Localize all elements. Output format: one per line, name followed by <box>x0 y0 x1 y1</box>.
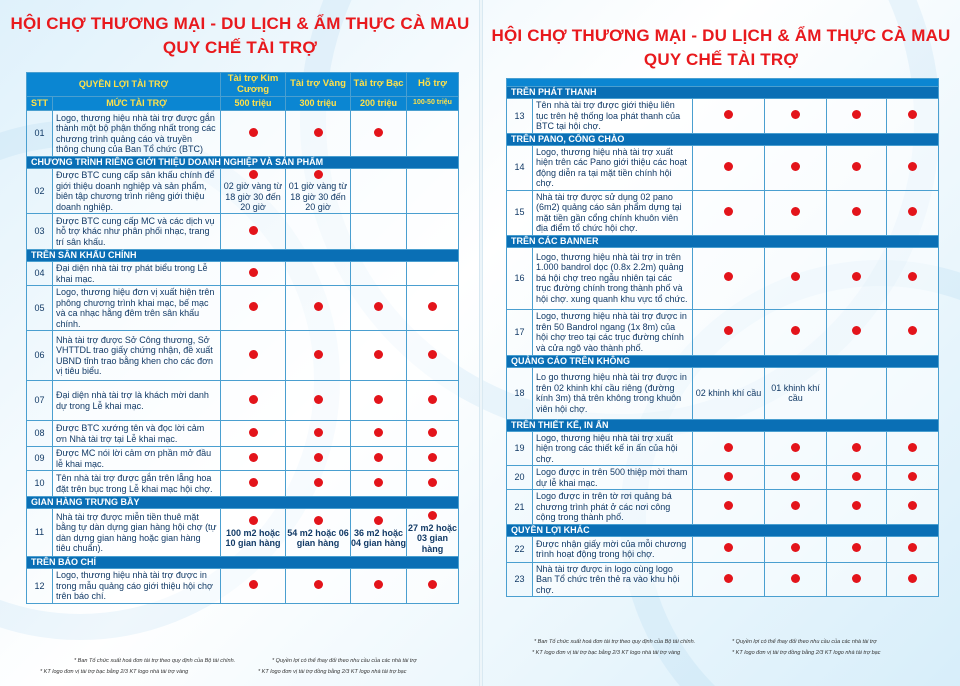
benefit-detail: 100 m2 hoặc 10 gian hàng <box>225 527 281 549</box>
benefit-detail: 36 m2 hoặc 04 gian hàng <box>351 527 407 549</box>
included-dot-icon <box>791 162 800 171</box>
row-description: Đại diện nhà tài trợ phát biểu trong Lễ khai mạc. <box>53 262 221 286</box>
table-row <box>27 262 459 286</box>
included-dot-icon <box>852 543 861 552</box>
header-col-diamond: Tài trợ Kim Cương <box>221 73 286 97</box>
row-number: 10 <box>27 471 53 497</box>
row-description: Logo được in trên 500 thiệp mời tham dự lễ khai mạc. <box>533 466 693 490</box>
benefit-cell <box>286 471 351 497</box>
benefit-cell <box>887 309 939 355</box>
benefit-cell <box>827 536 887 562</box>
included-dot-icon <box>908 207 917 216</box>
row-number: 11 <box>27 509 53 557</box>
benefit-cell <box>351 471 407 497</box>
benefit-cell <box>286 214 351 250</box>
included-dot-icon <box>724 501 733 510</box>
row-number: 17 <box>507 309 533 355</box>
table-row <box>507 309 939 355</box>
row-description: Nhà tài trợ được Sở Công thương, Sở VHTTDL trao giấy chứng nhận, đề xuất UBND tỉnh trao bằng khen cho các đơn vị tiêu biểu. <box>53 331 221 381</box>
included-dot-icon <box>314 302 323 311</box>
benefit-cell <box>351 262 407 286</box>
benefit-cell <box>693 99 765 134</box>
row-description: Logo, thương hiệu đơn vị xuất hiện trên phông chương trình khai mạc, bế mạc và ca nhạc hằng đêm trên sân khấu chính. <box>53 286 221 331</box>
footnote: * Ban Tổ chức xuất hoá đơn tài trợ theo quy định của Bộ tài chính. <box>74 658 236 664</box>
included-dot-icon <box>724 162 733 171</box>
row-description: Được MC nói lời cảm ơn phần mở đầu lễ khai mạc. <box>53 447 221 471</box>
benefit-cell <box>351 569 407 604</box>
included-dot-icon <box>428 453 437 462</box>
benefit-cell <box>887 536 939 562</box>
included-dot-icon <box>314 428 323 437</box>
benefit-detail: 54 m2 hoặc 06 gian hàng <box>287 527 349 549</box>
row-description: Nhà tài trợ được sử dụng 02 pano (6m2) quảng cáo sản phẩm dựng tại mặt tiền gần cổng chính khuôn viên địa điểm tổ chức hội chợ. <box>533 190 693 235</box>
benefit-cell <box>221 286 286 331</box>
included-dot-icon <box>428 511 437 520</box>
row-description: Lo go thương hiệu nhà tài trợ được in trên 02 khinh khí cầu riêng (đường kính 3m) thả trên không trong khuôn viên hội chợ. <box>533 367 693 419</box>
benefit-cell <box>351 111 407 157</box>
section-title: QUYỀN LỢI KHÁC <box>507 524 939 536</box>
included-dot-icon <box>374 478 383 487</box>
benefit-cell <box>407 421 459 447</box>
included-dot-icon <box>908 574 917 583</box>
benefit-cell <box>827 466 887 490</box>
table-row <box>27 169 459 214</box>
included-dot-icon <box>374 580 383 589</box>
footnote: * KT logo đơn vị tài trợ đồng bằng 2/3 KT logo nhà tài trợ bạc <box>258 669 407 675</box>
included-dot-icon <box>428 302 437 311</box>
included-dot-icon <box>791 443 800 452</box>
benefit-cell <box>693 562 765 597</box>
benefit-cell <box>351 381 407 421</box>
benefit-cell <box>286 111 351 157</box>
table-row <box>507 247 939 309</box>
section-header <box>27 157 459 169</box>
header-col-silver: Tài trợ Bạc <box>351 73 407 97</box>
benefit-cell <box>221 569 286 604</box>
included-dot-icon <box>249 395 258 404</box>
benefit-cell <box>765 466 827 490</box>
benefit-cell <box>351 169 407 214</box>
row-description: Tên nhà tài trợ được gắn trên lẵng hoa đặt trên bục trong Lễ khai mạc hội chợ. <box>53 471 221 497</box>
benefit-cell <box>351 214 407 250</box>
page-title: HỘI CHỢ THƯƠNG MẠI - DU LỊCH & ẨM THỰC CÀ MAU <box>10 14 470 33</box>
included-dot-icon <box>908 472 917 481</box>
included-dot-icon <box>852 326 861 335</box>
included-dot-icon <box>428 350 437 359</box>
benefit-cell <box>887 367 939 419</box>
benefit-cell <box>765 247 827 309</box>
table-row <box>507 431 939 466</box>
section-title: QUẢNG CÁO TRÊN KHÔNG <box>507 355 939 367</box>
table-row <box>27 447 459 471</box>
footnote: * KT logo đơn vị tài trợ bạc bằng 2/3 KT logo nhà tài trợ vàng <box>532 650 681 656</box>
benefit-cell <box>887 431 939 466</box>
sponsorship-table-right <box>506 78 939 597</box>
table-row <box>27 286 459 331</box>
benefit-cell <box>887 190 939 235</box>
benefit-cell <box>827 247 887 309</box>
benefit-cell <box>286 331 351 381</box>
included-dot-icon <box>249 478 258 487</box>
page-title: HỘI CHỢ THƯƠNG MẠI - DU LỊCH & ẨM THỰC CÀ MAU <box>491 26 951 45</box>
benefit-cell <box>221 169 286 214</box>
included-dot-icon <box>791 110 800 119</box>
section-header <box>27 497 459 509</box>
benefit-cell <box>407 381 459 421</box>
benefit-cell <box>221 421 286 447</box>
benefit-cell <box>407 286 459 331</box>
row-number: 23 <box>507 562 533 597</box>
included-dot-icon <box>724 472 733 481</box>
included-dot-icon <box>314 580 323 589</box>
benefit-cell <box>286 447 351 471</box>
benefit-cell <box>351 447 407 471</box>
footnote: * KT logo đơn vị tài trợ bạc bằng 2/3 KT logo nhà tài trợ vàng <box>40 669 189 675</box>
benefit-cell <box>765 99 827 134</box>
row-number: 18 <box>507 367 533 419</box>
included-dot-icon <box>374 428 383 437</box>
benefit-cell <box>827 145 887 190</box>
included-dot-icon <box>852 443 861 452</box>
benefit-cell <box>765 490 827 525</box>
benefit-cell <box>221 262 286 286</box>
benefit-cell <box>351 331 407 381</box>
included-dot-icon <box>724 574 733 583</box>
benefit-cell <box>286 569 351 604</box>
included-dot-icon <box>724 326 733 335</box>
table-row <box>27 471 459 497</box>
included-dot-icon <box>249 580 258 589</box>
footnote: * Quyền lợi có thể thay đổi theo nhu cầu của các nhà tài trợ <box>272 658 417 664</box>
included-dot-icon <box>791 501 800 510</box>
benefit-cell <box>351 286 407 331</box>
row-description: Tên nhà tài trợ được giới thiệu liên tục trên hệ thống loa phát thanh của BTC tại hội chợ. <box>533 99 693 134</box>
benefit-cell <box>827 190 887 235</box>
table-row <box>27 381 459 421</box>
included-dot-icon <box>249 170 258 179</box>
amount-diamond: 500 triệu <box>221 97 286 111</box>
section-header <box>507 87 939 99</box>
included-dot-icon <box>724 272 733 281</box>
section-title: TRÊN PHÁT THANH <box>507 87 939 99</box>
included-dot-icon <box>249 268 258 277</box>
benefit-cell <box>765 190 827 235</box>
row-description: Được nhận giấy mời của mỗi chương trình hoạt động trong hội chợ. <box>533 536 693 562</box>
header-stt: STT <box>27 97 53 111</box>
table-row <box>507 145 939 190</box>
included-dot-icon <box>249 453 258 462</box>
row-description: Logo, thương hiệu nhà tài trợ xuất hiện trong các thiết kế in ấn của hội chợ. <box>533 431 693 466</box>
row-description: Được BTC cung cấp sân khấu chính để giới thiệu doanh nghiệp và sản phẩm, biên tập chương trình riêng giới thiệu doanh nghiệp. <box>53 169 221 214</box>
table-row <box>507 536 939 562</box>
table-row <box>27 331 459 381</box>
included-dot-icon <box>374 516 383 525</box>
right-page <box>482 0 960 686</box>
benefit-detail: 01 giờ vàng từ 18 giờ 30 đến 20 giờ <box>288 181 348 212</box>
included-dot-icon <box>249 226 258 235</box>
sponsorship-table-left <box>26 72 459 604</box>
row-number: 06 <box>27 331 53 381</box>
row-number: 20 <box>507 466 533 490</box>
benefit-cell <box>827 309 887 355</box>
benefit-cell <box>407 471 459 497</box>
benefit-cell <box>887 490 939 525</box>
benefit-cell <box>765 562 827 597</box>
included-dot-icon <box>852 272 861 281</box>
header-col-gold: Tài trợ Vàng <box>286 73 351 97</box>
included-dot-icon <box>791 272 800 281</box>
row-number: 12 <box>27 569 53 604</box>
included-dot-icon <box>724 110 733 119</box>
section-title: TRÊN BÁO CHÍ <box>27 557 459 569</box>
included-dot-icon <box>908 110 917 119</box>
section-title: CHƯƠNG TRÌNH RIÊNG GIỚI THIỆU DOANH NGHIỆP VÀ SẢN PHẨM <box>27 157 459 169</box>
included-dot-icon <box>791 326 800 335</box>
row-description: Logo, thương hiệu nhà tài trợ được in trên 50 Bandrol ngang (1x 8m) của hội chợ treo tại các trục đường chính và cửa ngõ vào thành phố. <box>533 309 693 355</box>
benefit-cell <box>887 247 939 309</box>
row-number: 04 <box>27 262 53 286</box>
benefit-cell <box>407 111 459 157</box>
page-subtitle: QUY CHẾ TÀI TRỢ <box>643 50 799 69</box>
benefit-cell <box>887 466 939 490</box>
benefit-detail: 02 giờ vàng từ 18 giờ 30 đến 20 giờ <box>223 181 283 212</box>
benefit-cell <box>827 367 887 419</box>
included-dot-icon <box>314 478 323 487</box>
included-dot-icon <box>374 453 383 462</box>
included-dot-icon <box>908 543 917 552</box>
table-row <box>507 490 939 525</box>
included-dot-icon <box>428 580 437 589</box>
included-dot-icon <box>724 543 733 552</box>
benefit-cell <box>407 214 459 250</box>
benefit-cell <box>286 509 351 557</box>
benefit-cell <box>407 569 459 604</box>
benefit-cell <box>827 490 887 525</box>
included-dot-icon <box>249 302 258 311</box>
amount-silver: 200 triệu <box>351 97 407 111</box>
row-number: 03 <box>27 214 53 250</box>
included-dot-icon <box>314 516 323 525</box>
benefit-cell <box>221 331 286 381</box>
benefit-cell <box>693 190 765 235</box>
benefit-cell <box>693 247 765 309</box>
row-number: 01 <box>27 111 53 157</box>
row-number: 07 <box>27 381 53 421</box>
included-dot-icon <box>314 453 323 462</box>
included-dot-icon <box>428 395 437 404</box>
section-header <box>27 557 459 569</box>
row-description: Được BTC cung cấp MC và các dịch vụ hỗ trợ khác như phân phối nhạc, trang trí sân khấu. <box>53 214 221 250</box>
table-row <box>27 569 459 604</box>
row-description: Được BTC xướng tên và đọc lời cảm ơn Nhà tài trợ tại Lễ khai mạc. <box>53 421 221 447</box>
benefit-cell <box>221 111 286 157</box>
table-row <box>507 190 939 235</box>
benefit-cell <box>221 447 286 471</box>
included-dot-icon <box>249 128 258 137</box>
included-dot-icon <box>908 162 917 171</box>
row-description: Nhà tài trợ được in logo cùng logo Ban Tổ chức trên thẻ ra vào khu hội chợ. <box>533 562 693 597</box>
included-dot-icon <box>724 207 733 216</box>
footnote: * KT logo đơn vị tài trợ đồng bằng 2/3 KT logo nhà tài trợ bạc <box>732 650 881 656</box>
amount-support: 100-50 triệu <box>407 97 459 111</box>
row-number: 05 <box>27 286 53 331</box>
row-number: 14 <box>507 145 533 190</box>
section-header <box>507 524 939 536</box>
included-dot-icon <box>249 516 258 525</box>
table-row <box>27 214 459 250</box>
benefit-cell <box>693 431 765 466</box>
row-number: 16 <box>507 247 533 309</box>
included-dot-icon <box>852 501 861 510</box>
included-dot-icon <box>374 350 383 359</box>
row-description: Logo, thương hiệu nhà tài trợ được gắn thành một bộ phận thống nhất trong các chương trình quảng cáo và truyền thông chung của Ban Tổ chức (BTC) <box>53 111 221 157</box>
benefit-cell <box>286 286 351 331</box>
benefit-detail: 01 khinh khí cầu <box>771 382 820 403</box>
row-number: 15 <box>507 190 533 235</box>
section-title: TRÊN SÂN KHẤU CHÍNH <box>27 250 459 262</box>
table-row <box>507 367 939 419</box>
section-title: TRÊN CÁC BANNER <box>507 235 939 247</box>
row-number: 22 <box>507 536 533 562</box>
benefit-cell <box>407 509 459 557</box>
section-title: GIAN HÀNG TRƯNG BẦY <box>27 497 459 509</box>
section-header <box>507 235 939 247</box>
footnote: * Quyền lợi có thể thay đổi theo nhu cầu của các nhà tài trợ <box>732 639 877 645</box>
included-dot-icon <box>249 350 258 359</box>
row-number: 02 <box>27 169 53 214</box>
header-benefits: QUYỀN LỢI TÀI TRỢ <box>27 73 221 97</box>
header-col-support: Hỗ trợ <box>407 73 459 97</box>
table-row <box>27 509 459 557</box>
table-row <box>27 111 459 157</box>
benefit-cell <box>221 509 286 557</box>
included-dot-icon <box>314 170 323 179</box>
included-dot-icon <box>374 128 383 137</box>
footnote: * Ban Tổ chức xuất hoá đơn tài trợ theo quy định của Bộ tài chính. <box>534 639 696 645</box>
row-number: 09 <box>27 447 53 471</box>
benefit-cell <box>887 99 939 134</box>
included-dot-icon <box>908 326 917 335</box>
row-description: Nhà tài trợ được miễn tiền thuê mặt bằng tự dàn dựng gian hàng hội chợ (tự dàn dựng gian hàng hoặc gian hàng tiêu chuẩn). <box>53 509 221 557</box>
included-dot-icon <box>428 478 437 487</box>
included-dot-icon <box>908 272 917 281</box>
included-dot-icon <box>249 428 258 437</box>
included-dot-icon <box>908 443 917 452</box>
table-row <box>507 466 939 490</box>
row-number: 08 <box>27 421 53 447</box>
benefit-cell <box>221 471 286 497</box>
benefit-cell <box>765 536 827 562</box>
included-dot-icon <box>374 302 383 311</box>
included-dot-icon <box>852 574 861 583</box>
benefit-cell <box>221 381 286 421</box>
included-dot-icon <box>852 207 861 216</box>
section-title: TRÊN PANO, CỔNG CHÀO <box>507 133 939 145</box>
section-header <box>507 355 939 367</box>
section-header <box>507 133 939 145</box>
table-row <box>27 421 459 447</box>
included-dot-icon <box>724 443 733 452</box>
benefit-cell <box>693 367 765 419</box>
benefit-cell <box>351 421 407 447</box>
benefit-cell <box>693 145 765 190</box>
amount-gold: 300 triệu <box>286 97 351 111</box>
row-number: 13 <box>507 99 533 134</box>
included-dot-icon <box>314 395 323 404</box>
included-dot-icon <box>852 110 861 119</box>
section-header <box>507 419 939 431</box>
benefit-cell <box>827 99 887 134</box>
section-title: TRÊN THIẾT KẾ, IN ẤN <box>507 419 939 431</box>
benefit-cell <box>765 309 827 355</box>
benefit-cell <box>765 145 827 190</box>
benefit-detail: 02 khinh khí cầu <box>695 387 762 398</box>
included-dot-icon <box>791 207 800 216</box>
benefit-cell <box>693 466 765 490</box>
benefit-cell <box>693 309 765 355</box>
benefit-cell <box>286 169 351 214</box>
included-dot-icon <box>314 350 323 359</box>
table-row <box>507 99 939 134</box>
benefit-cell <box>286 262 351 286</box>
benefit-detail: 27 m2 hoặc 03 gian hàng <box>408 522 458 554</box>
included-dot-icon <box>852 472 861 481</box>
included-dot-icon <box>791 472 800 481</box>
benefit-cell <box>887 145 939 190</box>
benefit-cell <box>351 509 407 557</box>
section-header <box>27 250 459 262</box>
included-dot-icon <box>908 501 917 510</box>
included-dot-icon <box>791 574 800 583</box>
benefit-cell <box>693 536 765 562</box>
row-description: Logo, thương hiệu nhà tài trợ xuất hiện trên các Pano giới thiệu các hoạt động diễn ra tại mặt tiền chính hội chợ. <box>533 145 693 190</box>
benefit-cell <box>693 490 765 525</box>
benefit-cell <box>407 262 459 286</box>
included-dot-icon <box>852 162 861 171</box>
row-number: 21 <box>507 490 533 525</box>
benefit-cell <box>286 381 351 421</box>
benefit-cell <box>765 367 827 419</box>
header-level: MỨC TÀI TRỢ <box>53 97 221 111</box>
benefit-cell <box>407 331 459 381</box>
benefit-cell <box>221 214 286 250</box>
row-description: Logo, thương hiệu nhà tài trợ in trên 1.000 bandrol dọc (0.8x 2.2m) quảng bá hội chợ treo ngẫu nhiên tại các trục đường chính trong thành phố và hội chợ. xung quanh khu vực tổ chức. <box>533 247 693 309</box>
benefit-cell <box>407 447 459 471</box>
included-dot-icon <box>314 128 323 137</box>
page-subtitle: QUY CHẾ TÀI TRỢ <box>162 38 318 57</box>
benefit-cell <box>827 431 887 466</box>
benefit-cell <box>765 431 827 466</box>
included-dot-icon <box>791 543 800 552</box>
benefit-cell <box>887 562 939 597</box>
header-band <box>507 79 939 87</box>
row-description: Logo được in trên tờ rơi quảng bá chương trình phát ở các nơi công cộng trong thành phố. <box>533 490 693 525</box>
benefit-cell <box>286 421 351 447</box>
row-description: Logo, thương hiệu nhà tài trợ được in trong mẫu quảng cáo giới thiệu hội chợ trên báo chí. <box>53 569 221 604</box>
benefit-cell <box>407 169 459 214</box>
table-row <box>507 562 939 597</box>
row-number: 19 <box>507 431 533 466</box>
row-description: Đại diện nhà tài trợ là khách mời danh dự trong Lễ khai mạc. <box>53 381 221 421</box>
benefit-cell <box>827 562 887 597</box>
included-dot-icon <box>428 428 437 437</box>
included-dot-icon <box>374 395 383 404</box>
